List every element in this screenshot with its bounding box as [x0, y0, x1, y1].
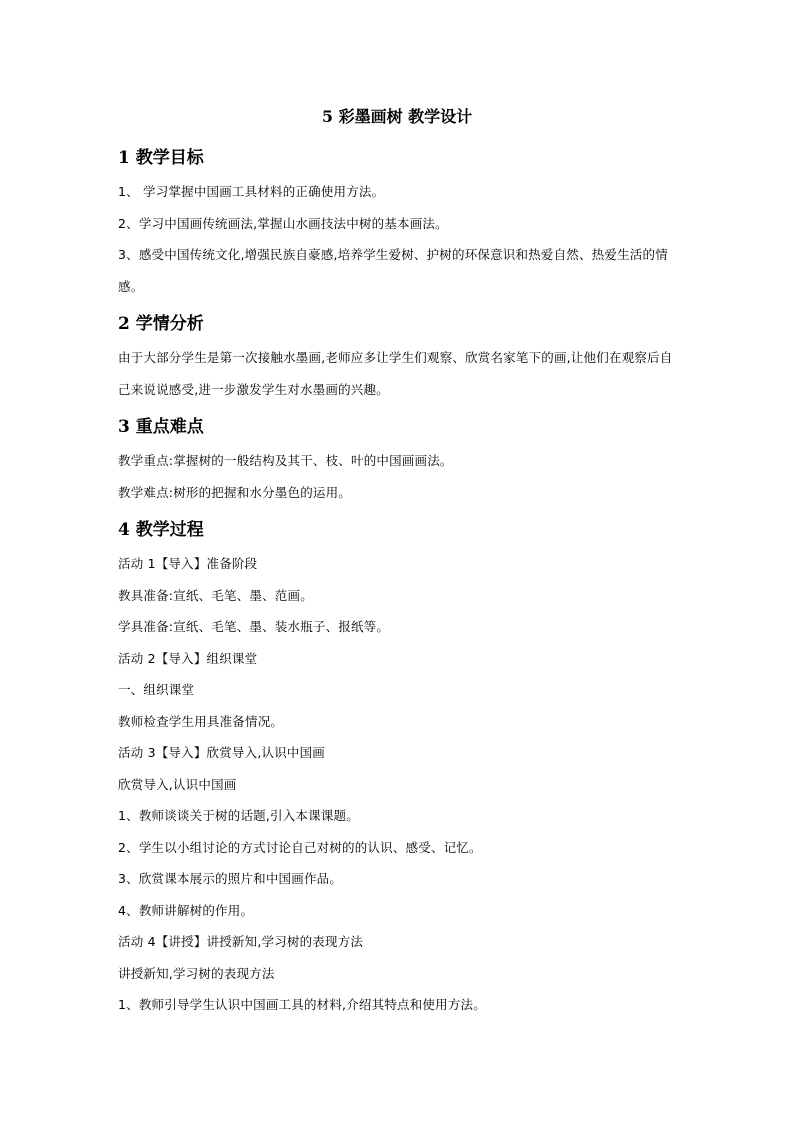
objective-item: 1、 学习掌握中国画工具材料的正确使用方法。 — [118, 184, 385, 199]
objective-item: 2、学习中国画传统画法,掌握山水画技法中树的基本画法。 — [118, 215, 448, 231]
process-item: 一、组织课堂 — [118, 682, 195, 697]
document-body — [118, 140, 682, 1021]
section-heading-analysis: 2 学情分析 — [118, 314, 204, 334]
process-item: 3、欣赏课本展示的照片和中国画作品。 — [118, 871, 343, 886]
process-item: 2、学生以小组讨论的方式讨论自己对树的的认识、感受、记忆。 — [118, 839, 482, 855]
process-item: 学具准备:宣纸、毛笔、墨、装水瓶子、报纸等。 — [118, 619, 390, 634]
objective-item: 3、感受中国传统文化,增强民族自豪感,培养学生爱树、护树的环保意识和热爱自然、热爱生活的情感。 — [118, 247, 668, 294]
process-item: 教具准备:宣纸、毛笔、墨、范画。 — [118, 587, 313, 603]
process-item: 1、教师引导学生认识中国画工具的材料,介绍其特点和使用方法。 — [118, 997, 486, 1012]
key-point-item: 教学重点:掌握树的一般结构及其干、枝、叶的中国画画法。 — [118, 453, 453, 468]
process-item: 讲授新知,学习树的表现方法 — [118, 965, 275, 981]
process-item: 教师检查学生用具准备情况。 — [118, 713, 284, 729]
section-heading-process: 4 教学过程 — [118, 520, 204, 540]
process-item: 活动 1【导入】准备阶段 — [118, 556, 258, 571]
process-item: 欣赏导入,认识中国画 — [118, 776, 237, 792]
section-heading-key-points: 3 重点难点 — [118, 417, 204, 437]
key-point-item: 教学难点:树形的把握和水分墨色的运用。 — [118, 484, 352, 500]
process-item: 活动 4【讲授】讲授新知,学习树的表现方法 — [118, 934, 364, 949]
process-item: 1、教师谈谈关于树的话题,引入本课课题。 — [118, 808, 359, 823]
process-item: 4、教师讲解树的作用。 — [118, 902, 254, 918]
process-item: 活动 2【导入】组织课堂 — [118, 650, 258, 666]
analysis-paragraph: 由于大部分学生是第一次接触水墨画,老师应多让学生们观察、欣赏名家笔下的画,让他们在观察后自己来说说感受,进一步激发学生对水墨画的兴趣。 — [118, 350, 673, 397]
process-item: 活动 3【导入】欣赏导入,认识中国画 — [118, 745, 326, 760]
section-heading-objectives: 1 教学目标 — [118, 148, 204, 168]
document-title: 5 彩墨画树 教学设计 — [321, 107, 473, 126]
